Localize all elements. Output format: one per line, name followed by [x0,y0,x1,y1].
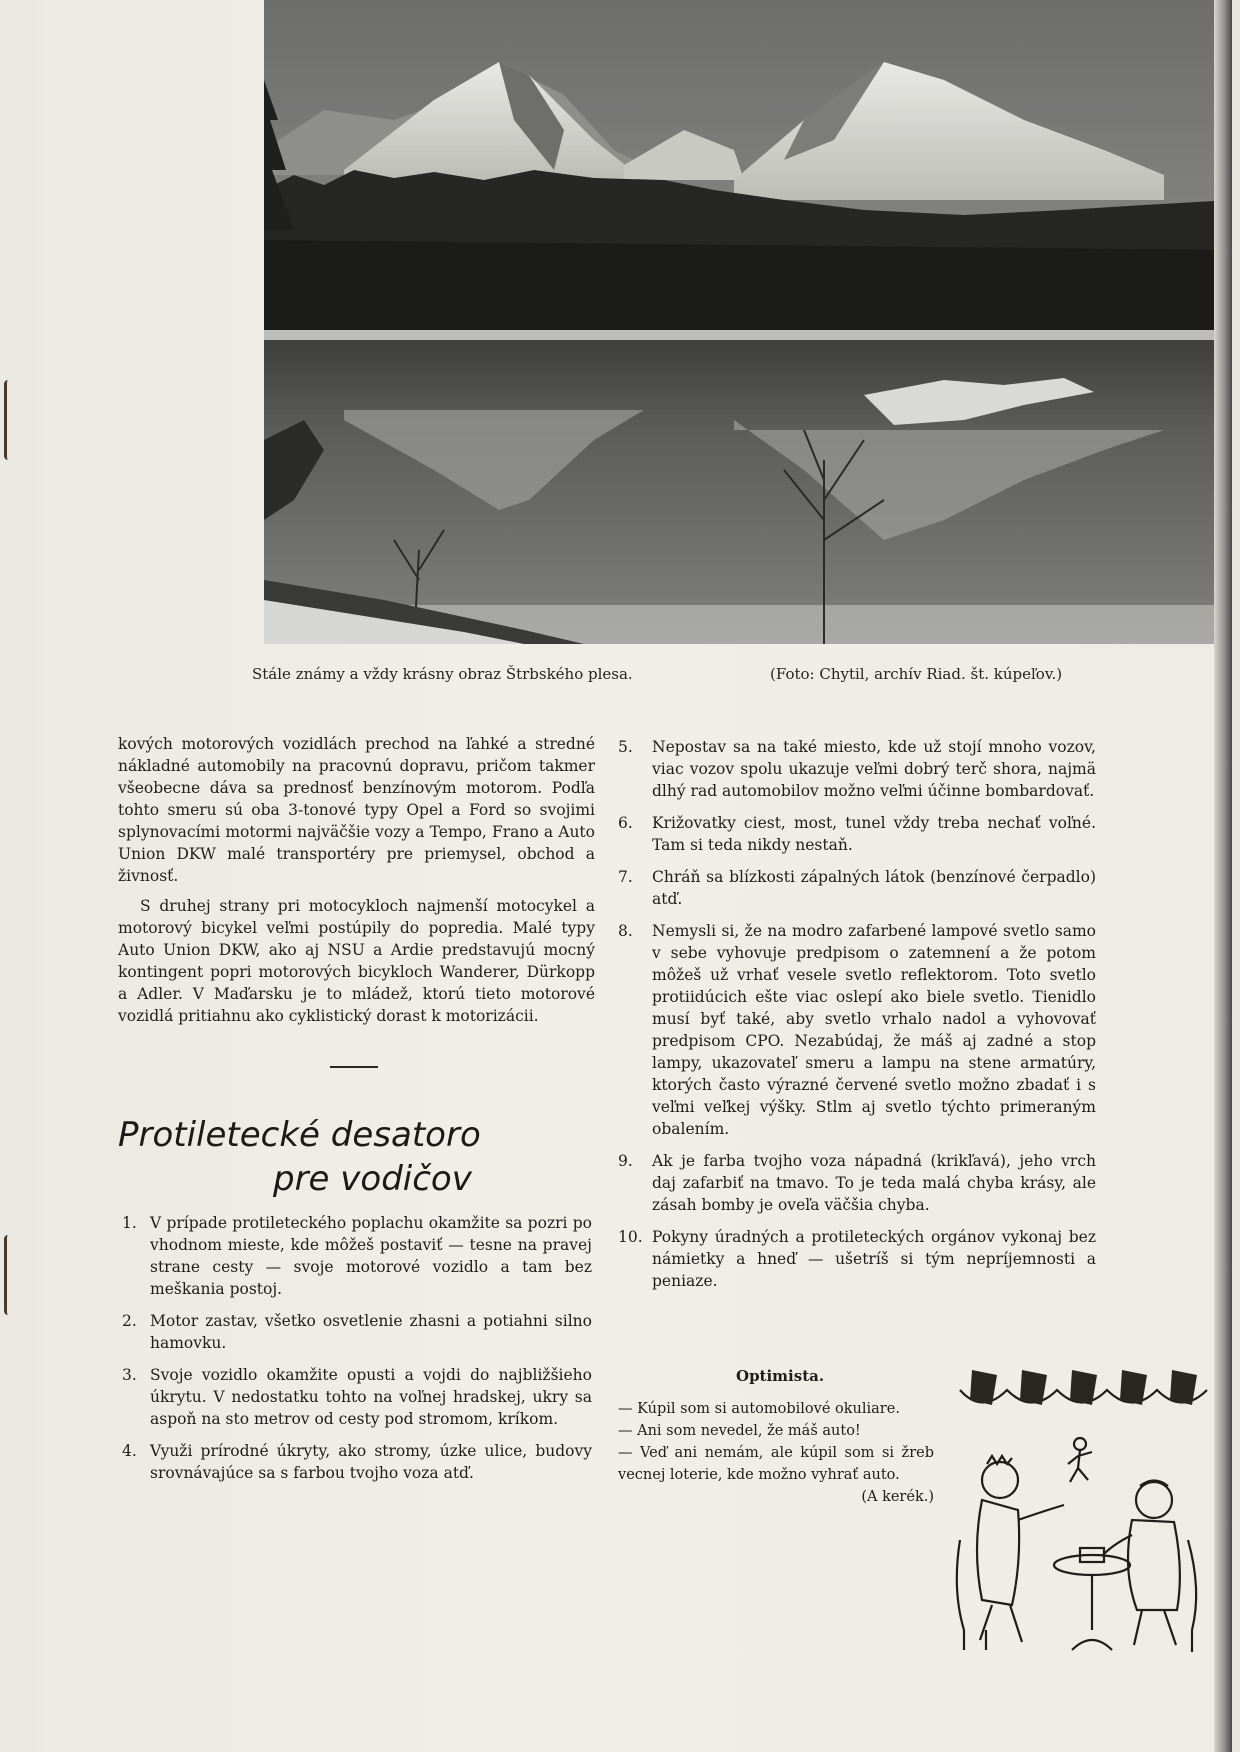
rule-item [618,866,1096,910]
mountain-lake-illustration [264,0,1232,644]
rule-text: Pokyny úradných a protileteckých orgánov vykonaj bez námietky a hneď — ušetríš si tým nepríjemnosti a peniaze. [652,1228,1096,1290]
rule-text: Chráň sa blízkosti zápalných látok (benzínové čerpadlo) atď. [652,868,1096,908]
rule-item [122,1364,592,1430]
rules-list-left [122,1212,592,1494]
rule-text: Svoje vozidlo okamžite opusti a vojdi do najbližšieho úkrytu. V nedostatku tohto na voľnej hradskej, ukry sa aspoň na sto metrov od cesty pod stromom, kríkom. [150,1366,592,1428]
rule-text: Využi prírodné úkryty, ako stromy, úzke ulice, budovy srovnávajúce sa s farbou tvojho voza atď. [150,1442,592,1482]
rule-number: 7. [618,868,633,886]
joke-source: (A kerék.) [861,1489,934,1505]
joke-line: — Veď ani nemám, ale kúpil som si žreb vecnej loterie, kde možno vyhrať auto. [618,1445,934,1483]
article-left-column [118,733,595,1035]
rule-text: V prípade protileteckého poplachu okamžite sa pozri po vhodnom mieste, kde môžeš postaviť — tesne na pravej strane cesty — svoje motorové vozidlo a tam bez meškania postoj. [150,1214,592,1298]
rule-item [122,1440,592,1484]
binding-stitch [4,1235,19,1315]
joke-line: — Kúpil som si automobilové okuliare. [618,1401,900,1417]
binding-stitch [4,380,19,460]
rule-number: 10. [618,1228,643,1246]
photo-caption: Stále známy a vždy krásny obraz Štrbského plesa. [252,665,633,683]
heading-line-2: pre vodičov [273,1159,472,1199]
rule-number: 5. [618,738,633,756]
photo-credit: (Foto: Chytil, archív Riad. št. kúpeľov.) [770,665,1063,683]
rule-text: Križovatky ciest, most, tunel vždy treba nechať voľné. Tam si teda nikdy nestaň. [652,814,1096,854]
rule-text: Nemysli si, že na modro zafarbené lampové svetlo samo v sebe vyhovuje predpisom o zatemnení a že potom môžeš už vrhať vesele svetlo reflektorom. Toto svetlo protiidúcich ešte viac oslepí ako biele svetlo. Tienidlo musí byť také, aby svetlo vrhalo nadol a vyhovovať predpisom CPO. Nezabúdaj, že máš aj zadné a stop lampy, ukazovateľ smeru a lampu na stene armatúry, ktorých často výrazné červené svetlo možno zbadať i s veľmi veľkej výšky. Stlm aj svetlo týchto primeraným obalením. [652,922,1096,1138]
rule-number: 9. [618,1152,633,1170]
cartoon-illustration [952,1360,1230,1660]
rule-item [618,920,1096,1140]
rule-item [122,1310,592,1354]
landscape-photo [264,0,1232,644]
rule-text: Ak je farba tvojho voza nápadná (krikľavá), jeho vrch daj zafarbiť na tmavo. To je teda malá chyba krásy, ale zásah bomby je oveľa väčšia chyba. [652,1152,1096,1214]
joke-dialog [618,1398,934,1508]
heading-line-1: Protiletecké desatoro [118,1115,481,1155]
rule-text: Nepostav sa na také miesto, kde už stojí mnoho vozov, viac vozov spolu ukazuje veľmi dobrý terč shora, najmä dlhý rad automobilov možno veľmi účinne bombardovať. [652,738,1096,800]
section-divider [330,1066,378,1068]
rules-list-right [618,736,1096,1302]
rule-number: 3. [122,1366,137,1384]
joke-line: — Ani som nevedel, že máš auto! [618,1423,861,1439]
rule-item [618,1150,1096,1216]
rule-number: 1. [122,1214,137,1232]
rule-number: 4. [122,1442,137,1460]
rule-item [122,1212,592,1300]
section-heading [118,1113,598,1201]
two-men-at-table-drawing [952,1360,1230,1660]
rule-number: 6. [618,814,633,832]
page-edge-shadow [1214,0,1232,1752]
rule-number: 8. [618,922,633,940]
rule-item [618,1226,1096,1292]
rule-number: 2. [122,1312,137,1330]
rule-item [618,736,1096,802]
article-paragraph: S druhej strany pri motocykloch najmenší motocykel a motorový bicykel veľmi postúpily do popredia. Malé typy Auto Union DKW, ako aj NSU a Ardie predstavujú mocný kontingent popri motorových bicykloch Wanderer, Dürkopp a Adler. V Maďarsku je to mládež, ktorú tieto motorové vozidlá pritiahnu ako cyklistický dorast k motorizácii. [118,897,595,1025]
rule-text: Motor zastav, všetko osvetlenie zhasni a potiahni silno hamovku. [150,1312,592,1352]
article-paragraph: kových motorových vozidlách prechod na ľahké a stredné nákladné automobily na pracovnú dopravu, pričom takmer všeobecne dáva sa prednosť benzínovým motorom. Podľa tohto smeru sú oba 3-tonové typy Opel a Ford so svojimi splynovacími motormi najväčšie vozy a Tempo, Frano a Auto Union DKW malé transportéry pre priemysel, obchod a živnosť. [118,735,595,885]
joke-title: Optimista. [736,1367,825,1385]
rule-item [618,812,1096,856]
